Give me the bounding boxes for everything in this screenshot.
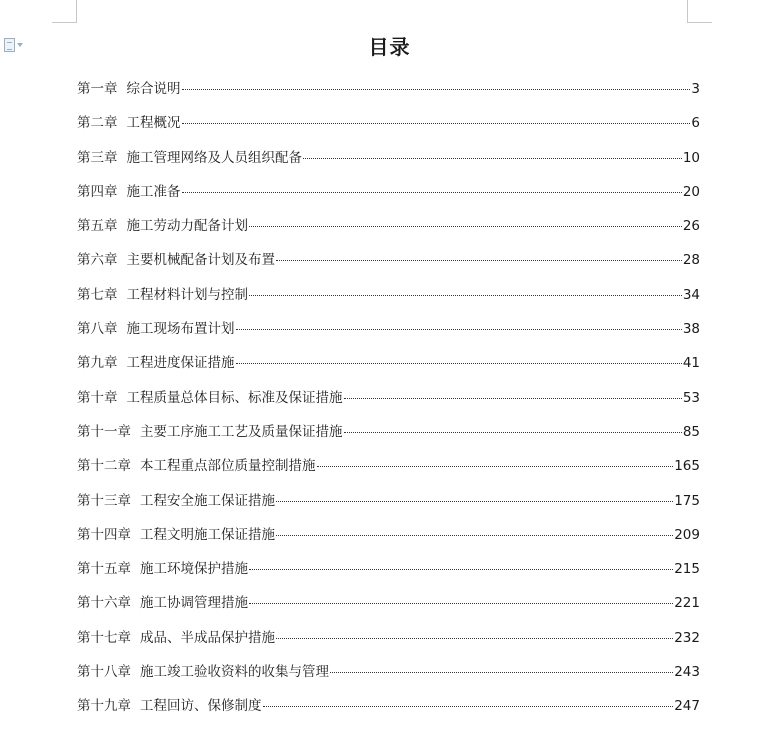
toc-entry[interactable] bbox=[77, 111, 700, 145]
crop-mark-top-right bbox=[687, 0, 712, 23]
toc-page-number: 34 bbox=[682, 286, 700, 303]
toc-chapter-number: 第十章 bbox=[77, 389, 118, 406]
toc-chapter-number: 第三章 bbox=[77, 149, 118, 166]
toc-dot-leader bbox=[236, 329, 682, 330]
toc-chapter-title: 工程材料计划与控制 bbox=[126, 286, 248, 303]
toc-dot-leader bbox=[249, 295, 682, 296]
toc-entry[interactable] bbox=[77, 180, 700, 214]
toc-chapter-title: 施工管理网络及人员组织配备 bbox=[126, 149, 302, 166]
toc-entry[interactable] bbox=[77, 317, 700, 351]
crop-mark-top-left bbox=[52, 0, 77, 23]
toc-title: 目录 bbox=[368, 35, 411, 59]
toc-entry[interactable] bbox=[77, 660, 700, 694]
toc-entry[interactable] bbox=[77, 591, 700, 625]
toc-page-number: 175 bbox=[674, 492, 700, 509]
toc-chapter-number: 第四章 bbox=[77, 183, 118, 200]
toc-entry[interactable] bbox=[77, 248, 700, 282]
toc-chapter-title: 施工现场布置计划 bbox=[126, 321, 235, 338]
toc-page-number: 165 bbox=[674, 458, 700, 475]
toc-chapter-number: 第十六章 bbox=[77, 595, 131, 612]
toc-page-number: 28 bbox=[682, 252, 700, 269]
toc-chapter-number: 第五章 bbox=[77, 218, 118, 235]
toc-entry[interactable] bbox=[77, 214, 700, 248]
toc-chapter-number: 第六章 bbox=[77, 252, 118, 269]
toc-chapter-title: 施工环境保护措施 bbox=[140, 561, 248, 578]
toc-chapter-number: 第九章 bbox=[77, 355, 118, 372]
toc-entry[interactable] bbox=[77, 626, 700, 660]
toc-dot-leader bbox=[182, 123, 691, 124]
toc-page-number: 26 bbox=[682, 218, 700, 235]
toc-dot-leader bbox=[330, 672, 673, 673]
toc-dot-leader bbox=[276, 501, 673, 502]
toc-dot-leader bbox=[344, 398, 682, 399]
toc-entry[interactable] bbox=[77, 77, 700, 111]
toc-entry[interactable] bbox=[77, 386, 700, 420]
toc-chapter-title: 成品、半成品保护措施 bbox=[140, 629, 275, 646]
toc-page-number: 221 bbox=[674, 595, 700, 612]
toc-page-number: 247 bbox=[674, 698, 700, 715]
toc-chapter-title: 本工程重点部位质量控制措施 bbox=[140, 458, 316, 475]
toc-dot-leader bbox=[263, 706, 674, 707]
toc-dot-leader bbox=[249, 226, 682, 227]
toc-chapter-title: 工程安全施工保证措施 bbox=[140, 492, 275, 509]
toc-chapter-title: 主要机械配备计划及布置 bbox=[126, 252, 275, 269]
toc-dot-leader bbox=[182, 192, 682, 193]
toc-entry[interactable] bbox=[77, 351, 700, 385]
toc-chapter-number: 第十七章 bbox=[77, 629, 131, 646]
toc-chapter-title: 综合说明 bbox=[126, 81, 181, 97]
toc-chapter-title: 主要工序施工工艺及质量保证措施 bbox=[140, 423, 343, 440]
toc-dot-leader bbox=[276, 260, 682, 261]
toc-chapter-title: 施工准备 bbox=[126, 183, 181, 200]
toc-page-number: 41 bbox=[682, 355, 700, 372]
toc-chapter-title: 工程进度保证措施 bbox=[126, 355, 235, 372]
toc-entry[interactable] bbox=[77, 557, 700, 591]
toc-page-number: 232 bbox=[674, 629, 700, 646]
toc-page-number: 209 bbox=[674, 526, 700, 543]
toc-chapter-number: 第十五章 bbox=[77, 561, 131, 578]
toc-dot-leader bbox=[249, 569, 673, 570]
toc-page-number: 243 bbox=[674, 664, 700, 681]
toc-page-number: 20 bbox=[682, 183, 700, 200]
toc-dot-leader bbox=[236, 363, 682, 364]
toc-entry[interactable] bbox=[77, 283, 700, 317]
toc-dot-leader bbox=[303, 158, 682, 159]
toc-page-number: 85 bbox=[682, 423, 700, 440]
toc-entry[interactable] bbox=[77, 523, 700, 557]
toc-entry[interactable] bbox=[77, 489, 700, 523]
toc-dot-leader bbox=[249, 603, 673, 604]
toc-page-number: 10 bbox=[682, 149, 700, 166]
toc-page-number: 3 bbox=[691, 81, 700, 97]
toc-chapter-number: 第十三章 bbox=[77, 492, 131, 509]
toc-list bbox=[77, 77, 700, 729]
toc-chapter-number: 第十八章 bbox=[77, 664, 131, 681]
toc-page-number: 38 bbox=[682, 321, 700, 338]
toc-chapter-number: 第十九章 bbox=[77, 698, 131, 715]
toc-dot-leader bbox=[182, 89, 691, 90]
toc-entry[interactable] bbox=[77, 420, 700, 454]
toc-chapter-title: 施工劳动力配备计划 bbox=[126, 218, 248, 235]
toc-page-number: 215 bbox=[674, 561, 700, 578]
toc-entry[interactable] bbox=[77, 146, 700, 180]
toc-chapter-number: 第十一章 bbox=[77, 423, 131, 440]
toc-entry[interactable] bbox=[77, 694, 700, 728]
toc-dot-leader bbox=[344, 432, 682, 433]
toc-chapter-number: 第二章 bbox=[77, 115, 118, 132]
toc-dot-leader bbox=[317, 466, 674, 467]
toc-chapter-number: 第十二章 bbox=[77, 458, 131, 475]
toc-chapter-number: 第七章 bbox=[77, 286, 118, 303]
toc-chapter-title: 工程概况 bbox=[126, 115, 181, 132]
toc-chapter-title: 工程回访、保修制度 bbox=[140, 698, 262, 715]
toc-page-number: 53 bbox=[682, 389, 700, 406]
toc-chapter-number: 第八章 bbox=[77, 321, 118, 338]
toc-page-number: 6 bbox=[691, 115, 700, 132]
toc-chapter-title: 施工协调管理措施 bbox=[140, 595, 248, 612]
toc-chapter-title: 工程文明施工保证措施 bbox=[140, 526, 275, 543]
toc-chapter-number: 第一章 bbox=[77, 81, 118, 97]
toc-chapter-title: 施工竣工验收资料的收集与管理 bbox=[140, 664, 329, 681]
toc-dot-leader bbox=[276, 535, 673, 536]
toc-chapter-title: 工程质量总体目标、标准及保证措施 bbox=[126, 389, 343, 406]
toc-entry[interactable] bbox=[77, 454, 700, 488]
toc-chapter-number: 第十四章 bbox=[77, 526, 131, 543]
toc-dot-leader bbox=[276, 638, 673, 639]
